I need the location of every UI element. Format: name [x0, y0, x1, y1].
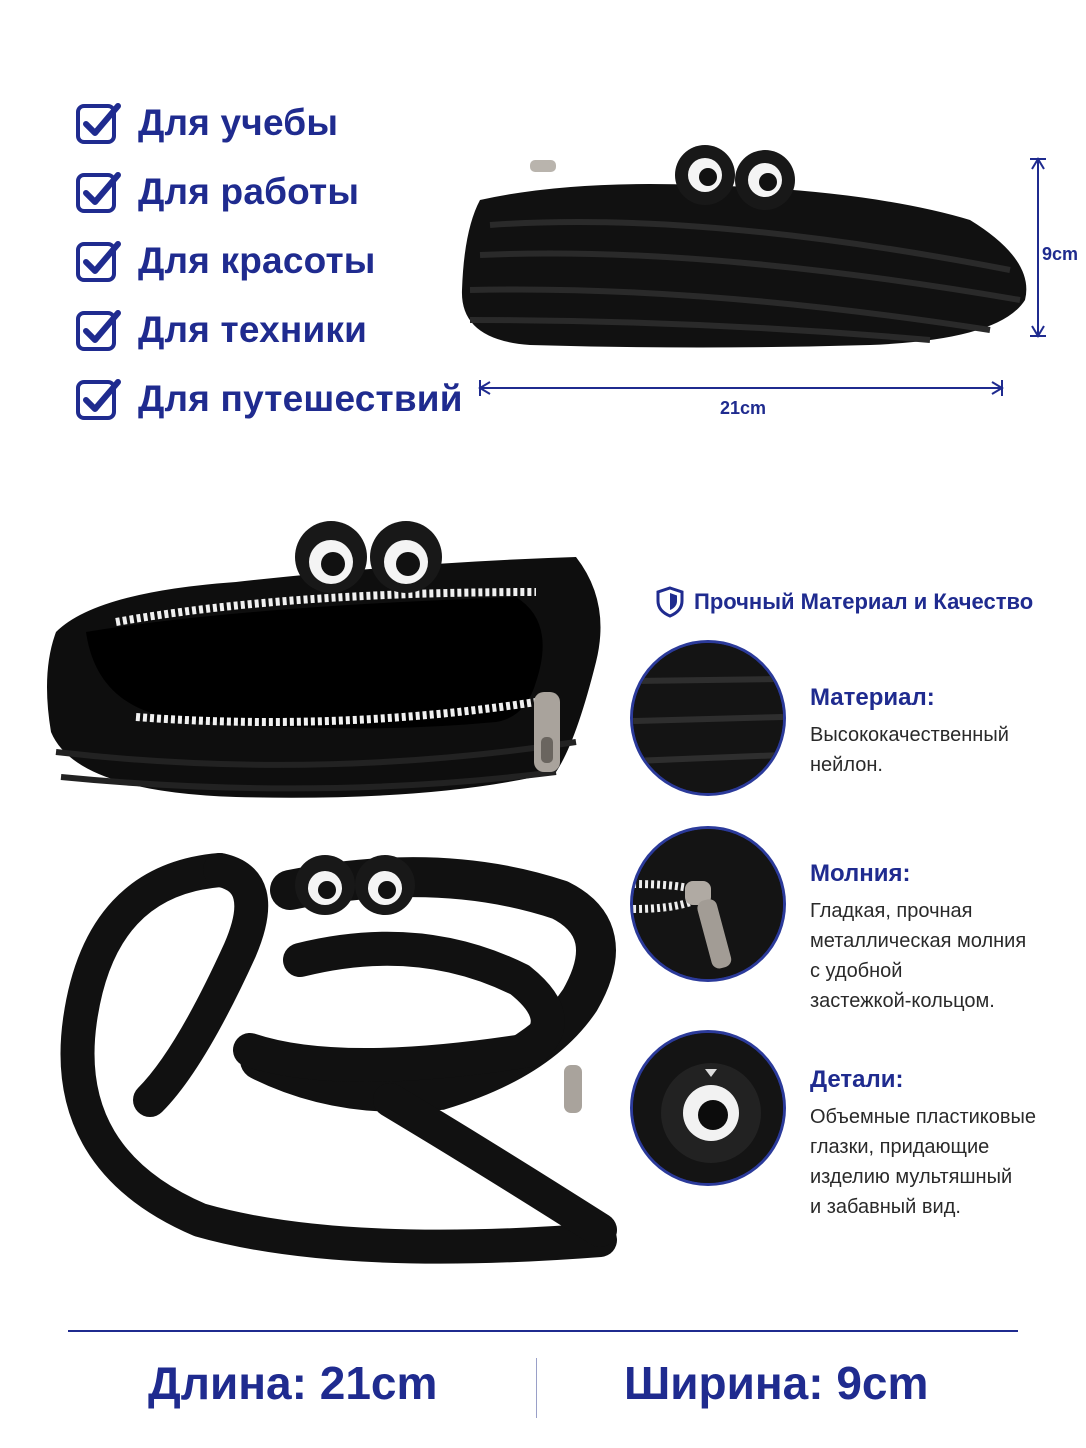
checkbox-check-icon [74, 98, 124, 148]
feature-title: Материал: [810, 684, 935, 711]
feature-description: Объемные пластиковые глазки, придающие изделию мультяшный и забавный вид. [810, 1106, 1036, 1218]
eye-closeup-image [630, 1030, 786, 1186]
use-case-label: Для техники [138, 308, 368, 350]
width-text: Ширина: 9cm [624, 1357, 929, 1409]
feature-zipper [810, 860, 1070, 1016]
quality-title-text: Прочный Материал и Качество [694, 589, 1034, 614]
use-case-item [74, 88, 474, 157]
feature-title: Детали: [810, 1066, 904, 1093]
checkbox-check-icon [74, 167, 124, 217]
use-case-list [74, 88, 474, 433]
quality-section-title [656, 586, 1033, 618]
height-label: 9cm [1042, 244, 1079, 264]
length-text: Длина: 21cm [148, 1357, 438, 1409]
feature-description: Высококачественный нейлон. [810, 724, 1009, 776]
checkbox-check-icon [74, 305, 124, 355]
closed-pouch-image [450, 140, 1050, 380]
feature-material [810, 684, 1070, 780]
bottom-vertical-divider [536, 1358, 537, 1418]
use-case-item [74, 295, 474, 364]
use-case-item [74, 226, 474, 295]
checkbox-check-icon [74, 374, 124, 424]
use-case-label: Для красоты [138, 239, 376, 281]
use-case-label: Для работы [138, 170, 360, 212]
open-pouch-image [36, 512, 616, 822]
use-case-label: Для путешествий [138, 377, 463, 419]
use-case-item [74, 157, 474, 226]
width-dimension-line [476, 378, 1006, 398]
width-label: 21cm [720, 398, 767, 418]
feature-details [810, 1066, 1070, 1222]
feature-title: Молния: [810, 860, 911, 887]
shield-icon [656, 586, 684, 618]
feature-description: Гладкая, прочная металлическая молния с удобной застежкой-кольцом. [810, 900, 1027, 1012]
use-case-label: Для учебы [138, 101, 339, 143]
use-case-item [74, 364, 474, 433]
zipper-closeup-image [630, 826, 786, 982]
bottom-divider [68, 1330, 1018, 1332]
material-closeup-image [630, 640, 786, 796]
unzipped-strip-image [40, 840, 640, 1270]
checkbox-check-icon [74, 236, 124, 286]
